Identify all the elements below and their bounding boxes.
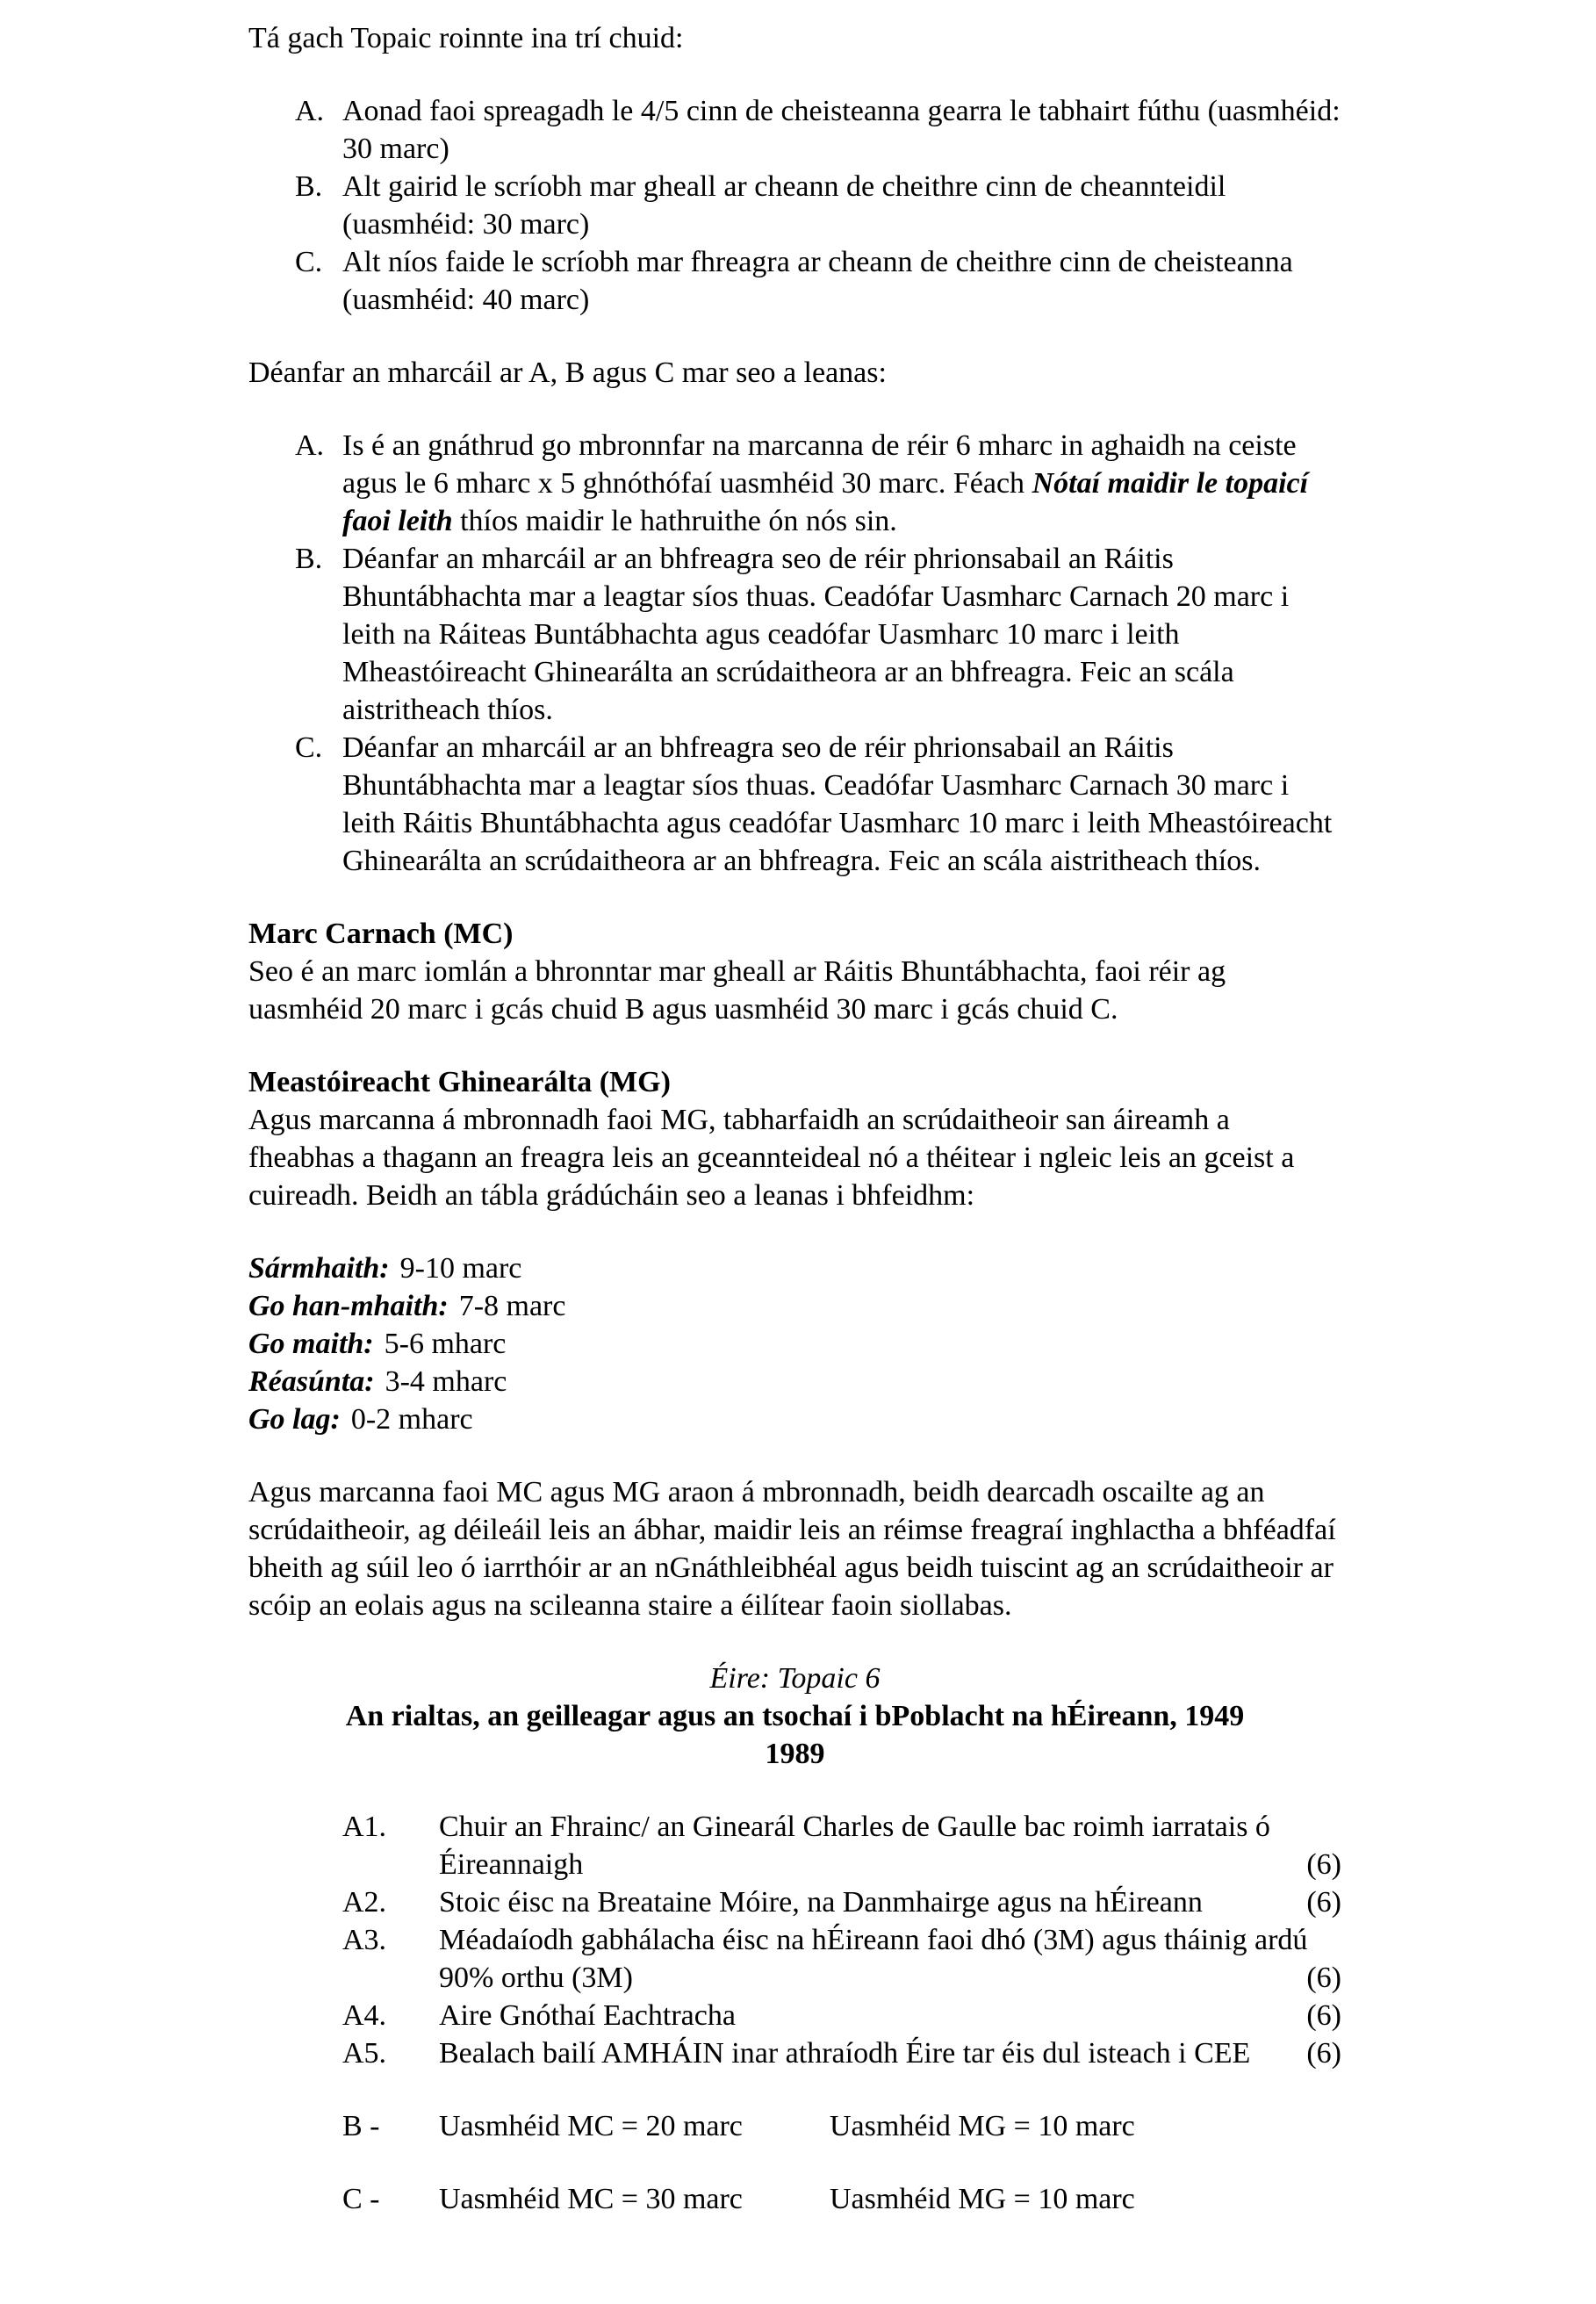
spacer	[248, 2072, 1341, 2107]
list-item	[295, 92, 1341, 168]
mc-section	[248, 915, 1341, 1028]
list-item	[295, 540, 1341, 729]
question-text-content: Méadaíodh gabhálacha éisc na hÉireann faoi dhó (3M) agus tháinig ardú 90% orthu (3M)	[439, 1924, 1308, 1994]
question-row	[342, 1921, 1341, 1997]
grade-label: Go maith:	[248, 1328, 374, 1360]
grade-value: 5-6 mharc	[384, 1328, 507, 1360]
grade-row	[248, 1325, 1341, 1363]
question-label: A4.	[342, 1999, 387, 2032]
list-item	[295, 243, 1341, 319]
grade-value: 3-4 mharc	[385, 1365, 507, 1398]
topic-subtitle: Éire: Topaic 6	[709, 1662, 881, 1695]
question-marks: (6)	[1306, 1962, 1341, 1994]
topic-title-line1: An rialtas, an geilleagar agus an tsochaí i bPoblacht na hÉireann, 1949	[345, 1700, 1245, 1732]
maxima-label: B -	[342, 2110, 380, 2142]
spacer	[248, 1028, 1341, 1063]
maxima-mg-value: Uasmhéid MG = 10 marc	[830, 2110, 1135, 2142]
question-row	[342, 1997, 1341, 2034]
grade-label: Go han-mhaith:	[248, 1290, 449, 1322]
question-text	[439, 1808, 1341, 1883]
question-text-content: Aire Gnóthaí Eachtracha	[439, 1999, 736, 2032]
spacer	[248, 319, 1341, 354]
mg-section	[248, 1063, 1341, 1214]
maxima-row-c	[342, 2180, 1341, 2218]
list-item-label: A.	[295, 95, 325, 127]
list-item-label: B.	[295, 543, 323, 575]
question-marks: (6)	[1306, 2037, 1341, 2070]
list-item-label: B.	[295, 170, 323, 203]
question-label: A1.	[342, 1811, 387, 1843]
mg-heading: Meastóireacht Ghinearálta (MG)	[248, 1066, 671, 1098]
marking-a-emphasis: Nótaí maidir le topaicí faoi leith	[342, 467, 1309, 537]
grade-scale	[248, 1249, 1341, 1438]
question-text-content: Stoic éisc na Breataine Móire, na Danmhairge agus na hÉireann	[439, 1886, 1203, 1919]
maxima-mg-value: Uasmhéid MG = 10 marc	[830, 2183, 1135, 2215]
topic-heading-block	[248, 1660, 1341, 1773]
list-item-label: A.	[295, 429, 325, 462]
grade-value: 7-8 marc	[458, 1290, 566, 1322]
list-item	[295, 427, 1341, 540]
spacer	[248, 1438, 1341, 1473]
marking-a-text-before: Is é an gnáthrud go mbronnfar na marcanna de réir 6 mharc in aghaidh na ceiste agus le 6 mharc x 5 ghnóthófaí uasmhéid 30 marc. Féach	[342, 429, 1297, 500]
grade-row	[248, 1363, 1341, 1400]
question-text	[439, 1997, 1341, 2034]
list-item-label: C.	[295, 246, 323, 278]
list-item-text: Alt níos faide le scríobh mar fhreagra ar cheann de cheithre cinn de cheisteanna (uasmhéid: 40 marc)	[342, 246, 1293, 316]
spacer	[248, 57, 1341, 92]
question-row	[342, 1808, 1341, 1883]
grade-label: Réasúnta:	[248, 1365, 375, 1398]
question-text	[439, 1921, 1341, 1997]
question-label: A5.	[342, 2037, 387, 2070]
question-row	[342, 1883, 1341, 1921]
spacer	[248, 1214, 1341, 1249]
list-item-text: Alt gairid le scríobh mar gheall ar cheann de cheithre cinn de cheannteidil (uasmhéid: 30 marc)	[342, 170, 1226, 241]
grade-label: Sármhaith:	[248, 1252, 390, 1285]
list-item-text: Déanfar an mharcáil ar an bhfreagra seo de réir phrionsabail an Ráitis Bhuntábhachta mar a leagtar síos thuas. Ceadófar Uasmharc Carnach 30 marc i leith Ráitis Bhuntábhachta agus ceadófar Uasmharc 10 marc i leith Mheastóireacht Ghinearálta an scrúdaitheora ar an bhfreagra. Feic an scála aistritheach thíos.	[342, 731, 1333, 877]
list-item	[295, 729, 1341, 880]
question-marks: (6)	[1306, 1848, 1341, 1881]
maxima-label: C -	[342, 2183, 380, 2215]
maxima-mc-value: Uasmhéid MC = 30 marc	[439, 2183, 743, 2215]
question-label: A2.	[342, 1886, 387, 1919]
grade-row	[248, 1400, 1341, 1438]
mc-paragraph: Seo é an marc iomlán a bhronntar mar gheall ar Ráitis Bhuntábhachta, faoi réir ag uasmhéid 20 marc i gcás chuid B agus uasmhéid 30 marc i gcás chuid C.	[248, 955, 1226, 1026]
spacer	[248, 2145, 1341, 2180]
list-item-text: Aonad faoi spreagadh le 4/5 cinn de cheisteanna gearra le tabhairt fúthu (uasmhéid: 30 marc)	[342, 95, 1341, 165]
mc-heading: Marc Carnach (MC)	[248, 918, 514, 950]
grade-value: 9-10 marc	[399, 1252, 522, 1285]
question-list	[248, 1808, 1341, 2072]
question-marks: (6)	[1306, 1999, 1341, 2032]
spacer	[248, 880, 1341, 915]
grade-value: 0-2 mharc	[350, 1403, 473, 1436]
mg-paragraph: Agus marcanna á mbronnadh faoi MG, tabharfaidh an scrúdaitheoir san áireamh a fheabhas a thagann an freagra leis an gceannteideal nó a théitear i ngleic leis an gceist a cuireadh. Beidh an tábla grádúcháin seo a leanas i bhfeidhm:	[248, 1104, 1295, 1212]
question-text	[439, 1883, 1341, 1921]
question-text-content: Bealach bailí AMHÁIN inar athraíodh Éire tar éis dul isteach i CEE	[439, 2037, 1251, 2070]
question-label: A3.	[342, 1924, 387, 1956]
topic-title-line2: 1989	[765, 1738, 825, 1770]
maxima-row-b	[342, 2107, 1341, 2145]
question-row	[342, 2034, 1341, 2072]
intro-paragraph: Tá gach Topaic roinnte ina trí chuid:	[248, 22, 684, 54]
maxima-mc-value: Uasmhéid MC = 20 marc	[439, 2110, 743, 2142]
grade-label: Go lag:	[248, 1403, 341, 1436]
question-marks: (6)	[1306, 1886, 1341, 1919]
list-item	[295, 168, 1341, 243]
marking-list	[248, 427, 1341, 880]
list-item-label: C.	[295, 731, 323, 764]
marking-intro: Déanfar an mharcáil ar A, B agus C mar seo a leanas:	[248, 356, 887, 389]
grade-row	[248, 1287, 1341, 1325]
spacer	[248, 1773, 1341, 1808]
spacer	[248, 392, 1341, 427]
question-text	[439, 2034, 1341, 2072]
marking-a-text-after: thíos maidir le hathruithe ón nós sin.	[452, 505, 897, 537]
grade-row	[248, 1249, 1341, 1287]
spacer	[248, 1624, 1341, 1660]
list-item-text: Déanfar an mharcáil ar an bhfreagra seo de réir phrionsabail an Ráitis Bhuntábhachta mar a leagtar síos thuas. Ceadófar Uasmharc Carnach 20 marc i leith na Ráiteas Buntábhachta agus ceadófar Uasmharc 10 marc i leith Mheastóireacht Ghinearálta an scrúdaitheora ar an bhfreagra. Feic an scála aistritheach thíos.	[342, 543, 1290, 726]
closing-paragraph: Agus marcanna faoi MC agus MG araon á mbronnadh, beidh dearcadh oscailte ag an scrúdaitheoir, ag déileáil leis an ábhar, maidir leis an réimse freagraí inghlactha a bhféadfaí bheith ag súil leo ó iarrthóir ar an nGnáthleibhéal agus beidh tuiscint ag an scrúdaitheoir ar scóip an eolais agus na scileanna staire a éilítear faoin siollabas.	[248, 1476, 1336, 1622]
topic-parts-list	[248, 92, 1341, 319]
list-item-text	[342, 427, 1341, 540]
question-text-content: Chuir an Fhrainc/ an Ginearál Charles de Gaulle bac roimh iarratais ó Éireannaigh	[439, 1811, 1270, 1881]
